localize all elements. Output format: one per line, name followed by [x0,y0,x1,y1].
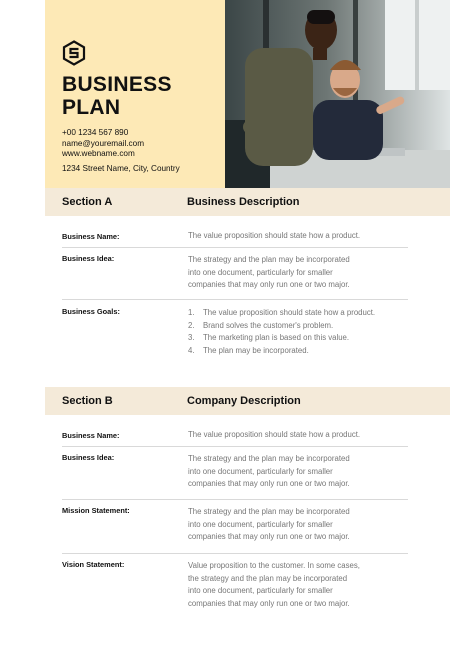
divider [62,499,408,500]
section-b-header [45,387,450,415]
row-label: Mission Statement: [62,506,130,515]
row-label: Business Idea: [62,254,115,263]
list-item: 2. Brand solves the customer's problem. [188,320,334,330]
row-label: Business Name: [62,232,120,241]
row-label: Business Idea: [62,453,115,462]
row-text: The strategy and the plan may be incorporated into one document, particularly for smaller companies that may only run one or two major. [188,255,350,290]
divider [62,553,408,554]
website: www.webname.com [62,149,135,158]
row-text: The strategy and the plan may be incorporated into one document, particularly for smaller companies that may only run one or two major. [188,507,350,542]
list-item: 1. The value proposition should state how a product. [188,308,376,317]
section-a-label: Section A [62,196,113,208]
row-text: The value proposition should state how a product. [188,231,361,240]
row-label: Business Goals: [62,307,120,316]
row-text: Value proposition to the customer. In some cases, the strategy and the plan may be incorporated into one document, particularly for smaller companies that may only run one or two major. [188,561,360,608]
divider [62,247,408,248]
contact-info [62,128,144,160]
email-address: name@youremail.com [62,138,145,148]
row-label: Business Name: [62,431,120,440]
section-a-heading: Business Description [187,196,300,208]
office-team-photo [225,0,450,188]
list-item: 3. The marketing plan is based on this value. [188,333,350,343]
hexagon-s-logo-icon [62,40,86,66]
divider [62,446,408,447]
row-label: Vision Statement: [62,560,125,569]
row-text: The value proposition should state how a product. [188,430,361,439]
section-a-header [45,188,450,216]
list-item: 4. The plan may be incorporated. [188,345,309,355]
phone-number: +00 1234 567 890 [62,128,129,137]
row-text: The strategy and the plan may be incorporated into one document, particularly for smaller companies that may only run one or two major. [188,454,350,489]
goals-list [188,307,398,357]
section-b-heading: Company Description [187,395,301,407]
divider [62,299,408,300]
document-title: BUSINESS PLAN [62,73,172,119]
street-address: 1234 Street Name, City, Country [62,164,180,173]
section-b-label: Section B [62,395,113,407]
